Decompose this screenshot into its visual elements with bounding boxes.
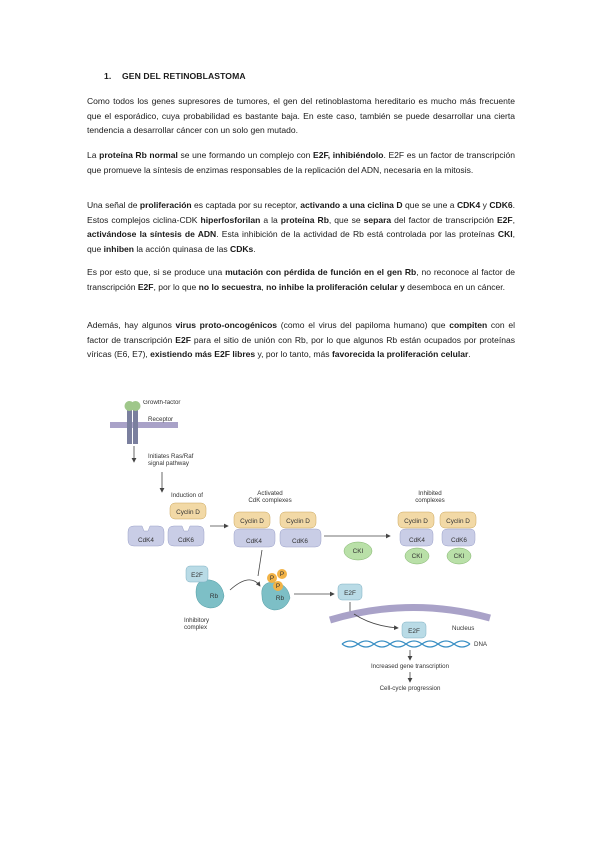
- text-segment: La: [87, 150, 100, 160]
- text-segment: proteína Rb: [280, 214, 329, 225]
- svg-text:CdK6: CdK6: [178, 537, 194, 544]
- cyclin-d-free: [170, 503, 206, 519]
- inhibitory-label-1: Inhibitory: [184, 617, 210, 624]
- text-segment: , por lo que: [153, 281, 199, 292]
- text-segment: E2F: [137, 281, 154, 292]
- text-segment: activándose la síntesis de ADN: [87, 229, 217, 240]
- svg-text:Rb: Rb: [275, 595, 285, 602]
- text-segment: existiendo más E2F libres: [150, 349, 256, 360]
- text-segment: hiperfosforilan: [200, 214, 261, 225]
- svg-text:Cyclin D: Cyclin D: [240, 518, 264, 525]
- text-segment: E2F: [496, 214, 513, 225]
- svg-text:Cyclin D: Cyclin D: [286, 518, 310, 525]
- text-segment: ,: [261, 281, 267, 292]
- cki-middle: [344, 542, 372, 560]
- text-segment: Es por esto que, si se produce una: [87, 267, 226, 277]
- text-segment: , que se: [328, 214, 364, 225]
- svg-text:P: P: [275, 583, 281, 590]
- svg-text:Cyclin D: Cyclin D: [404, 518, 428, 525]
- paragraph-3: [87, 198, 515, 256]
- e2f-on-dna: [402, 622, 426, 638]
- text-segment: CDK4: [456, 200, 481, 210]
- paragraph-4: [87, 265, 515, 294]
- text-segment: se une formando un complejo con: [177, 150, 313, 160]
- text-segment: . E2F es un factor de transcripción que promueve la síntesis de enzimas responsables de la replicación del ADN, necesaria en la mitosis.: [87, 150, 515, 175]
- text-segment: Una señal de: [87, 200, 140, 210]
- heading-number: 1.: [104, 71, 112, 81]
- svg-text:CKI: CKI: [352, 548, 364, 555]
- text-segment: . Esta inhibición de la actividad de Rb está controlada por las proteínas: [216, 229, 498, 240]
- inhibited-label-2: complexes: [415, 497, 445, 504]
- initiates-label-2: signal pathway: [148, 460, 189, 467]
- text-segment: para el sitio de unión con Rb, por lo que algunos Rb están ocupados por proteínas víricas (E6, E7),: [87, 334, 515, 360]
- inhibited-cdk4-complex: [398, 512, 434, 564]
- text-segment: .: [253, 243, 256, 254]
- text-segment: no inhibe la proliferación celular y: [266, 281, 405, 292]
- svg-text:CdK6: CdK6: [451, 537, 467, 544]
- svg-text:CKI: CKI: [453, 553, 465, 560]
- inhibited-label-1: Inhibited: [418, 490, 442, 497]
- svg-text:E2F: E2F: [408, 628, 420, 635]
- inhibited-cdk6-complex: [440, 512, 476, 564]
- svg-text:P: P: [279, 571, 285, 578]
- svg-text:Cyclin D: Cyclin D: [446, 518, 470, 525]
- svg-text:CdK4: CdK4: [246, 538, 262, 545]
- activated-label-1: Activated: [257, 490, 283, 497]
- inhibitory-complex: [186, 566, 224, 608]
- text-segment: activando a una ciclina D: [300, 200, 403, 210]
- text-segment: la acción quinasa de las: [134, 243, 231, 254]
- cell-cycle-progression-label: Cell-cycle progression: [379, 685, 441, 692]
- text-segment: compiten: [449, 320, 488, 330]
- text-segment: con el factor de transcripción: [87, 320, 516, 345]
- svg-text:Cyclin D: Cyclin D: [176, 509, 200, 516]
- svg-text:E2F: E2F: [191, 572, 203, 579]
- nucleus-label: Nucleus: [452, 625, 475, 632]
- text-segment: que se une a: [402, 200, 457, 210]
- activated-cdk6-complex: [280, 512, 321, 547]
- increased-transcription-label: Increased gene transcription: [370, 663, 450, 670]
- inhibitory-label-2: complex: [184, 624, 208, 631]
- text-segment: y: [480, 200, 490, 210]
- text-segment: desemboca en un cáncer.: [404, 281, 506, 292]
- text-segment: no lo secuestra: [198, 281, 262, 292]
- svg-text:CdK4: CdK4: [138, 537, 154, 544]
- text-segment: a la: [260, 214, 281, 225]
- phosphorylated-rb: [262, 569, 290, 610]
- svg-text:E2F: E2F: [344, 590, 356, 597]
- text-segment: . Estos complejos ciclina-CDK: [87, 200, 515, 225]
- text-segment: del factor de transcripción: [391, 214, 497, 225]
- growth-factor-label: Growth-factor: [143, 400, 181, 406]
- text-segment: proliferación: [139, 200, 192, 210]
- text-segment: proteína Rb normal: [99, 150, 178, 160]
- paragraph-1: Como todos los genes supresores de tumores, el gen del retinoblastoma hereditario es mucho más frecuente que el esporádico, cuya probabilidad es bastante baja. En este caso, también se puede desarrollar una cierta tendencia a desarrollar cáncer con un solo gen mutado.: [87, 96, 515, 136]
- text-segment: Además, hay algunos: [87, 320, 176, 330]
- paragraph-2: [87, 148, 515, 177]
- induction-label: Induction of: [171, 492, 203, 499]
- text-segment: separa: [363, 214, 392, 225]
- section-heading: [104, 71, 246, 81]
- svg-text:P: P: [269, 575, 275, 582]
- text-segment: CDKs: [230, 243, 254, 254]
- svg-text:Rb: Rb: [209, 593, 219, 600]
- receptor-label: Receptor: [148, 416, 174, 423]
- text-segment: .: [468, 349, 471, 360]
- text-segment: inhiben: [103, 243, 135, 254]
- text-segment: virus proto-oncogénicos: [175, 320, 278, 330]
- text-segment: favorecida la proliferación celular: [331, 349, 469, 360]
- dna-label: DNA: [474, 641, 488, 648]
- svg-text:CKI: CKI: [411, 553, 423, 560]
- activated-label-2: CdK complexes: [248, 497, 292, 504]
- heading-title: GEN DEL RETINOBLASTOMA: [122, 71, 246, 81]
- text-segment: , no reconoce al factor de transcripción: [87, 267, 515, 292]
- text-segment: ,: [512, 214, 516, 225]
- text-segment: (como el virus del papiloma humano) que: [277, 320, 450, 330]
- text-segment: E2F, inhibiéndolo: [313, 150, 384, 160]
- text-segment: y, por lo tanto, más: [255, 349, 332, 360]
- text-segment: es captada por su receptor,: [191, 200, 301, 210]
- text-segment: mutación con pérdida de función en el gen Rb: [225, 267, 417, 277]
- svg-text:CdK4: CdK4: [409, 537, 425, 544]
- text-segment: , que: [87, 229, 515, 254]
- activated-cdk4-complex: [234, 512, 275, 547]
- dna-helix: [342, 641, 470, 647]
- paragraph-5: [87, 318, 515, 362]
- initiates-label-1: Initiates Ras/Raf: [148, 453, 194, 460]
- cdk6-free: [168, 526, 204, 546]
- svg-text:CdK6: CdK6: [292, 538, 308, 545]
- text-segment: CKI: [497, 229, 513, 240]
- rb-pathway-figure: [110, 400, 500, 700]
- text-segment: CDK6: [489, 200, 513, 210]
- rb-pathway-diagram: [110, 400, 500, 700]
- text-segment: E2F: [175, 334, 191, 345]
- e2f-free: [338, 584, 362, 600]
- nuclear-membrane: [330, 607, 490, 620]
- cdk4-free: [128, 526, 164, 546]
